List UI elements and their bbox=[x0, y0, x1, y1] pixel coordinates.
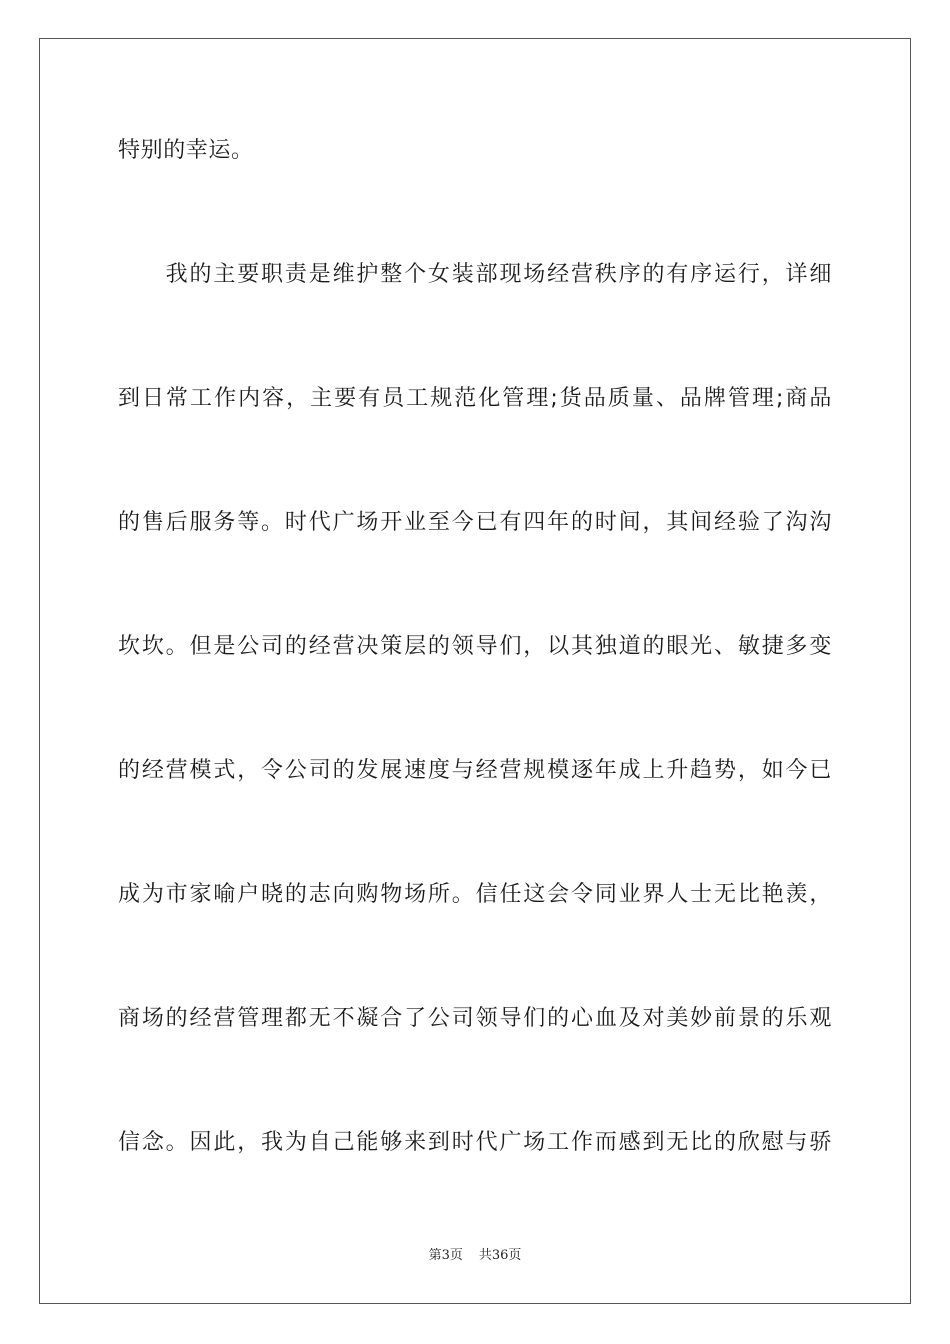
page-total: 共36页 bbox=[478, 1248, 522, 1263]
text-line-5: 坎坎。但是公司的经营决策层的领导们，以其独道的眼光、敏捷多变 bbox=[118, 634, 832, 659]
text-line-7: 成为市家喻户晓的志向购物场所。信任这会令同业界人士无比艳羡， bbox=[118, 882, 832, 907]
text-line-8: 商场的经营管理都无不凝合了公司领导们的心血及对美妙前景的乐观 bbox=[118, 1006, 832, 1031]
text-line-1: 特别的幸运。 bbox=[118, 138, 254, 163]
text-line-4: 的售后服务等。时代广场开业至今已有四年的时间，其间经验了沟沟 bbox=[118, 510, 832, 535]
text-line-2: 我的主要职责是维护整个女装部现场经营秩序的有序运行，详细 bbox=[118, 262, 832, 287]
text-line-6: 的经营模式，令公司的发展速度与经营规模逐年成上升趋势，如今已 bbox=[118, 758, 832, 783]
page-border bbox=[39, 38, 911, 1304]
text-line-9: 信念。因此，我为自己能够来到时代广场工作而感到无比的欣慰与骄 bbox=[118, 1130, 832, 1155]
page-footer bbox=[0, 1248, 950, 1264]
page-number: 第3页 bbox=[428, 1248, 463, 1263]
text-line-3: 到日常工作内容，主要有员工规范化管理;货品质量、品牌管理;商品 bbox=[118, 386, 832, 411]
